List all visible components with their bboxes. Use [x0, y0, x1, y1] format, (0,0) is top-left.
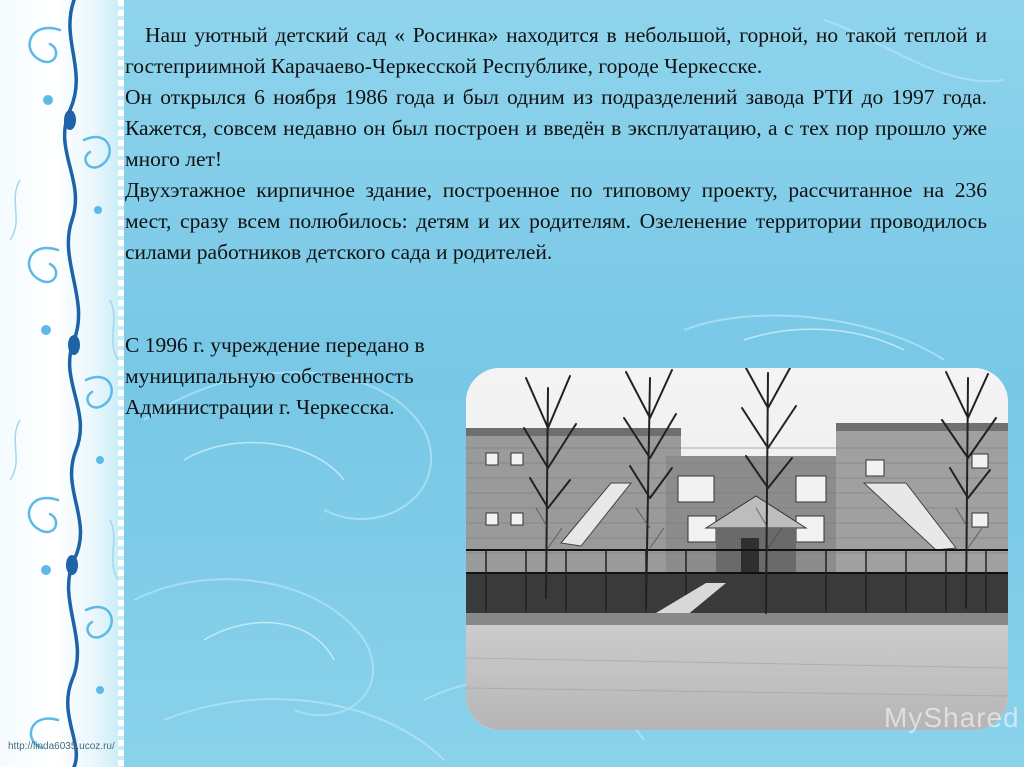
footer-url[interactable]: http://linda6035.ucoz.ru/	[8, 741, 115, 752]
ownership-text	[125, 330, 485, 423]
ownership-line-1: С 1996 г. учреждение передано в	[125, 333, 425, 357]
kindergarten-building-photo	[466, 368, 1008, 730]
paragraph-intro: Наш уютный детский сад « Росинка» находится в небольшой, горной, но такой теплой и гостеприимной Карачаево-Черкесской Республике, городе Черкесске.	[125, 23, 987, 78]
paragraph-building: Двухэтажное кирпичное здание, построенное по типовому проекту, рассчитанное на 236 мест, сразу всем полюбилось: детям и их родителям. Озеленение территории проводилось силами работников детского сада и родителей.	[125, 178, 987, 264]
ownership-line-3: Администрации г. Черкесска.	[125, 395, 395, 419]
watermark-text: MyShared	[884, 702, 1020, 733]
paragraph-history: Он открылся 6 ноября 1986 года и был одним из подразделений завода РТИ до 1997 года. Кажется, совсем недавно он был построен и введён в эксплуатацию, а с тех пор прошло уже много лет!	[125, 85, 987, 171]
main-text-block	[125, 20, 987, 268]
ownership-line-2: муниципальную собственность	[125, 364, 414, 388]
left-ornament-icon	[0, 0, 124, 767]
building-photo-icon	[466, 368, 1008, 730]
